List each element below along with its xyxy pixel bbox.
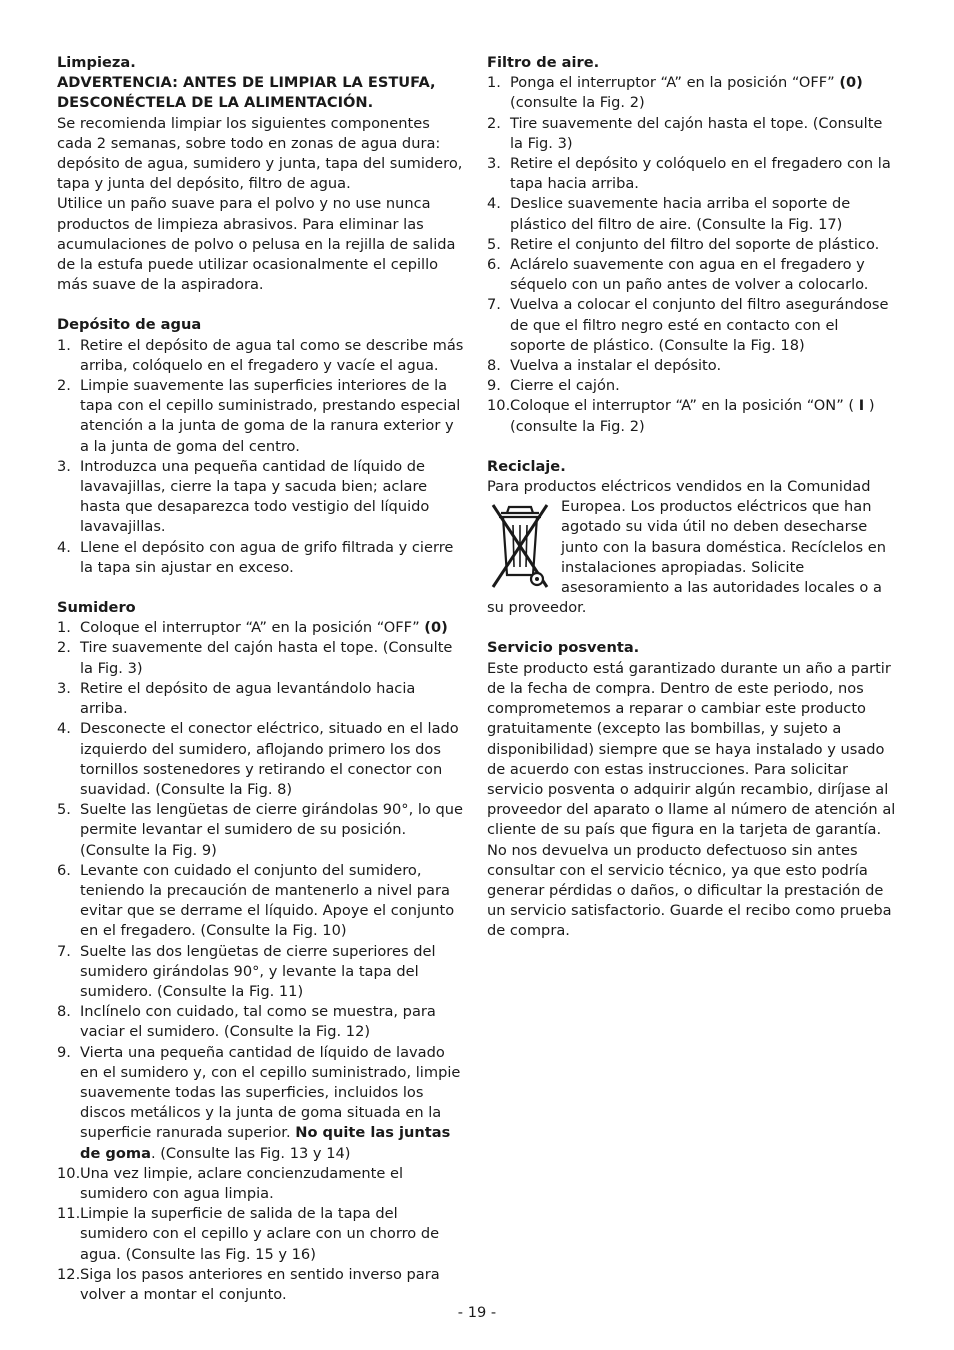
limpieza-title: Limpieza.: [57, 54, 136, 71]
list-item: 2. Tire suavemente del cajón hasta el tope. (Consulte la Fig. 3): [487, 114, 883, 152]
list-item: 1. Coloque el interruptor “A” en la posición “OFF” (0): [57, 619, 448, 637]
filtro-title: Filtro de aire.: [487, 54, 600, 71]
list-item: 8. Vuelva a instalar el depósito.: [487, 357, 722, 375]
limpieza-paragraph-2: depósito de agua, sumidero y junta, tapa del sumidero, tapa y junta del depósito, filtro de agua.: [57, 155, 463, 193]
list-item: 7. Vuelva a colocar el conjunto del filtro asegurándose de que el filtro negro esté en contacto con el soporte de plástico. (Consulte la Fig. 18): [487, 296, 889, 354]
section-sumidero: [57, 598, 467, 1305]
reciclaje-first-line: Para productos eléctricos vendidos en la Comunidad: [487, 478, 871, 496]
list-item: 5. Retire el conjunto del filtro del soporte de plástico.: [487, 235, 880, 253]
limpieza-warning-line1: ADVERTENCIA: ANTES DE LIMPIAR LA ESTUFA,: [57, 74, 436, 92]
list-item: 9. Cierre el cajón.: [487, 377, 620, 395]
section-limpieza: [57, 53, 467, 295]
list-item: 4. Llene el depósito con agua de grifo filtrada y cierre la tapa sin ajustar en exceso.: [57, 538, 454, 576]
sumidero-steps: [57, 618, 467, 1305]
left-column: [57, 53, 467, 1305]
list-item: 2. Tire suavemente del cajón hasta el tope. (Consulte la Fig. 3): [57, 639, 453, 677]
limpieza-paragraph-3: Utilice un paño suave para el polvo y no use nunca productos de limpieza abrasivos. Para eliminar las acumulaciones de polvo o pelusa en la rejilla de salida de la estufa puede utilizar ocasionalmente el cepillo más suave de la aspiradora.: [57, 195, 456, 294]
list-item: 2. Limpie suavemente las superficies interiores de la tapa con el cepillo suministrado, prestando especial atención a la junta de goma de la ranura exterior y a la junta de goma del centro.: [57, 377, 461, 455]
list-item: 3. Introduzca una pequeña cantidad de líquido de lavavajillas, cierre la tapa y sacuda bien; aclare hasta que desaparezca todo vestigio del líquido lavavajillas.: [57, 457, 430, 536]
list-item: 6. Aclárelo suavemente con agua en el fregadero y séquelo con un paño antes de volver a colocarlo.: [487, 256, 869, 294]
filtro-steps: [487, 73, 897, 437]
list-item: 3. Retire el depósito de agua levantándolo hacia arriba.: [57, 679, 416, 718]
list-item: 8. Inclínelo con cuidado, tal como se muestra, para vaciar el sumidero. (Consulte la Fig. 12): [57, 1003, 436, 1041]
section-servicio: [487, 638, 897, 941]
limpieza-warning-line2: DESCONÉCTELA DE LA ALIMENTACIÓN.: [57, 94, 374, 112]
deposito-steps: [57, 336, 467, 578]
limpieza-paragraph-1: Se recomienda limpiar los siguientes componentes cada 2 semanas, sobre todo en zonas de agua dura:: [57, 114, 441, 152]
deposito-title: Depósito de agua: [57, 316, 202, 334]
list-item: 3. Retire el depósito y colóquelo en el fregadero con la tapa hacia arriba.: [487, 155, 891, 193]
section-filtro: [487, 53, 897, 437]
list-item: 11. Limpie la superficie de salida de la tapa del sumidero con el cepillo y aclare con un chorro de agua. (Consulte las Fig. 15 y 16): [57, 1205, 440, 1263]
list-item: 1. Retire el depósito de agua tal como se describe más arriba, colóquelo en el fregadero y vacíe el agua.: [57, 336, 464, 374]
list-item: 12. Siga los pasos anteriores en sentido inverso para volver a montar el conjunto.: [57, 1265, 440, 1303]
right-column: [487, 53, 897, 942]
list-item: 5. Suelte las lengüetas de cierre girándolas 90°, lo que permite levantar el sumidero de su posición. (Consulte la Fig. 9): [57, 801, 463, 859]
section-reciclaje: [487, 457, 897, 619]
servicio-title: Servicio posventa.: [487, 639, 640, 657]
list-item: 10. Coloque el interruptor “A” en la posición “ON” ( I ) (consulte la Fig. 2): [487, 397, 875, 435]
list-item: 9. Vierta una pequeña cantidad de líquido de lavado en el sumidero y, con el cepillo suministrado, limpie suavemente todas las superficies, incluidos los discos metálicos y la junta de goma situada en la superficie ranurada superior. No quite las juntas de goma. (Consulte las Fig. 13 y 14): [57, 1043, 461, 1162]
servicio-text: Este producto está garantizado durante un año a partir de la fecha de compra. Dentro de este periodo, nos comprometemos a reparar o cambiar este producto gratuitamente (excepto las bombillas, y sujeto a disponibilidad) siempre que se haya instalado y usado de acuerdo con estas instrucciones. Para solicitar servicio posventa o adquirir algún recambio, diríjase al proveedor del aparato o llame al número de atención al cliente de su país que figura en la tarjeta de garantía. No nos devuelva un producto defectuoso sin antes consultar con el servicio técnico, ya que esto podría generar pérdidas o daños, o dificultar la prestación de un servicio satisfactorio. Guarde el recibo como prueba de compra.: [487, 659, 896, 940]
reciclaje-text: Europea. Los productos eléctricos que han agotado su vida útil no deben desecharse junto con la basura doméstica. Recíclelos en instalaciones apropiadas. Solicite asesoramiento a las autoridades locales o a su proveedor.: [487, 498, 887, 617]
page-number: - 19 -: [457, 1304, 497, 1321]
sumidero-title: Sumidero: [57, 599, 136, 617]
list-item: 7. Suelte las dos lengüetas de cierre superiores del sumidero girándolas 90°, y levante la tapa del sumidero. (Consulte la Fig. 11): [57, 942, 436, 1000]
list-item: 10. Una vez limpie, aclare concienzudamente el sumidero con agua limpia.: [57, 1164, 404, 1202]
list-item: 1. Ponga el interruptor “A” en la posición “OFF” (0) (consulte la Fig. 2): [487, 74, 863, 112]
reciclaje-title: Reciclaje.: [487, 457, 566, 475]
list-item: 4. Deslice suavemente hacia arriba el soporte de plástico del filtro de aire. (Consulte la Fig. 17): [487, 195, 851, 233]
list-item: 6. Levante con cuidado el conjunto del sumidero, teniendo la precaución de mantenerlo a nivel para evitar que se derrame el líquido. Apoye el conjunto en el fregadero. (Consulte la Fig. 10): [57, 861, 455, 940]
section-deposito: [57, 315, 467, 578]
list-item: 4. Desconecte el conector eléctrico, situado en el lado izquierdo del sumidero, aflojando primero los dos tornillos sostenedores y retirando el conector con suavidad. (Consulte la Fig. 8): [57, 720, 459, 798]
crossed-out-wheelie-bin-icon: [487, 499, 553, 595]
